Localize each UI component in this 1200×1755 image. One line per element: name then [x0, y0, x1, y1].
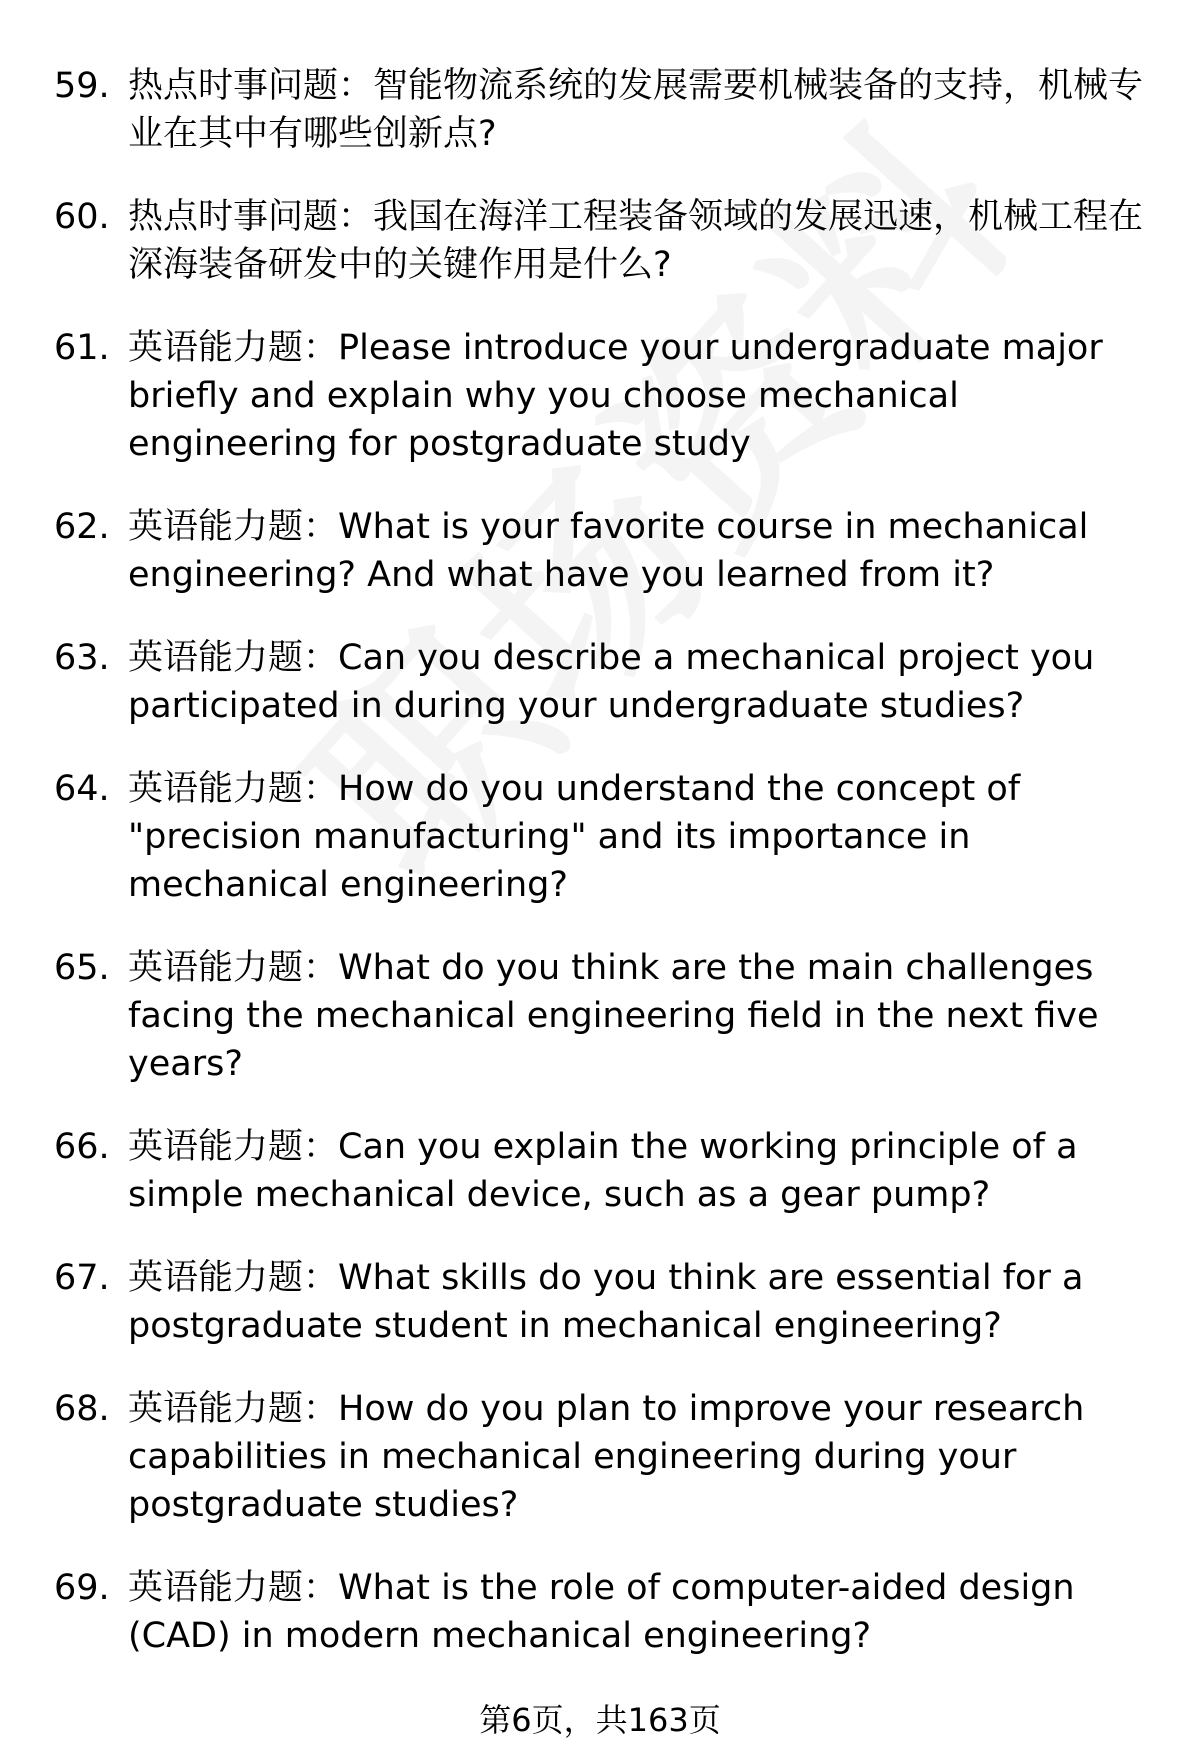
- question-item: [0, 1254, 1200, 1350]
- question-number: 64.: [54, 769, 110, 809]
- page-number-footer: 第6页，共163页: [479, 1701, 721, 1739]
- question-item: [0, 1564, 1200, 1660]
- question-item: [0, 503, 1200, 599]
- question-number: 68.: [54, 1389, 110, 1429]
- question-item: [0, 944, 1200, 1088]
- question-text: 英语能力题：What is your favorite course in mechanical engineering? And what have you learned from it?: [128, 507, 1089, 595]
- question-number: 62.: [54, 507, 110, 547]
- question-text: 英语能力题：How do you understand the concept of "precision manufacturing" and its importance in mechanical engineering?: [128, 769, 1021, 905]
- question-number: 69.: [54, 1568, 110, 1608]
- question-item: [0, 324, 1200, 468]
- question-text: 英语能力题：Please introduce your undergraduate major briefly and explain why you choose mechanical engineering for postgraduate study: [128, 328, 1103, 464]
- question-text: 英语能力题：What is the role of computer-aided design (CAD) in modern mechanical engineering?: [128, 1568, 1075, 1656]
- question-number: 65.: [54, 948, 110, 988]
- question-list: [0, 62, 1200, 1695]
- question-item: [0, 765, 1200, 909]
- question-number: 67.: [54, 1258, 110, 1298]
- question-item: [0, 1385, 1200, 1529]
- question-number: 60.: [54, 197, 110, 237]
- question-text: 英语能力题：Can you describe a mechanical project you participated in during your undergraduate studies?: [128, 638, 1095, 726]
- question-text: 英语能力题：What do you think are the main challenges facing the mechanical engineering field in the next five years?: [128, 948, 1099, 1084]
- question-text: 英语能力题：Can you explain the working principle of a simple mechanical device, such as a gear pump?: [128, 1127, 1078, 1215]
- question-number: 59.: [54, 66, 110, 106]
- question-text: 英语能力题：What skills do you think are essential for a postgraduate student in mechanical engineering?: [128, 1258, 1084, 1346]
- question-item: [0, 193, 1200, 289]
- question-item: [0, 1123, 1200, 1219]
- question-number: 66.: [54, 1127, 110, 1167]
- question-text: 英语能力题：How do you plan to improve your research capabilities in mechanical engineering during your postgraduate studies?: [128, 1389, 1085, 1525]
- question-item: [0, 634, 1200, 730]
- question-text: 热点时事问题：我国在海洋工程装备领域的发展迅速，机械工程在深海装备研发中的关键作用是什么?: [128, 197, 1144, 285]
- question-item: [0, 62, 1200, 158]
- question-number: 63.: [54, 638, 110, 678]
- question-number: 61.: [54, 328, 110, 368]
- question-text: 热点时事问题：智能物流系统的发展需要机械装备的支持，机械专业在其中有哪些创新点?: [128, 66, 1144, 154]
